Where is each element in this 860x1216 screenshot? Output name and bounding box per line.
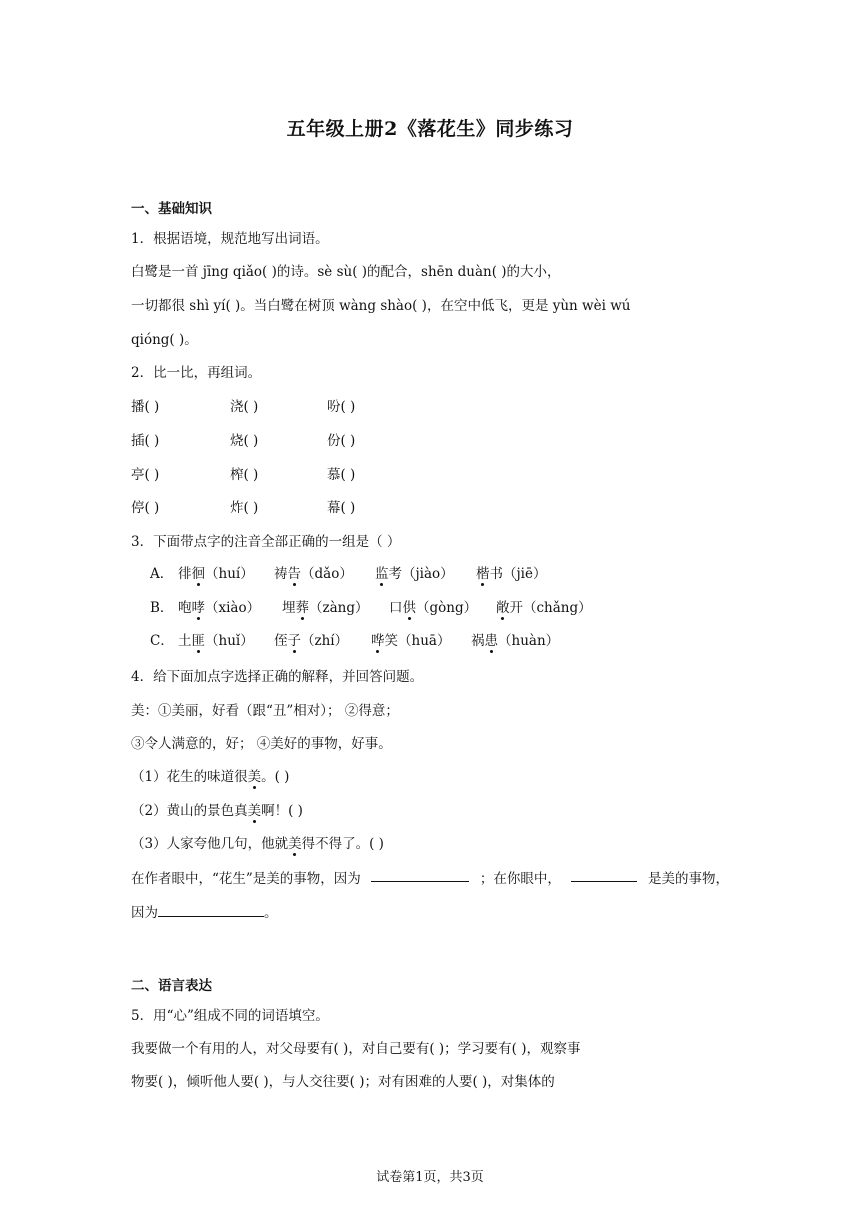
dotted-char: 敞 — [496, 596, 510, 616]
option-c-item: 哗笑（huā） — [371, 629, 450, 649]
definition-line-1: 美：①美丽，好看（跟“丑”相对）； ②得意； — [131, 703, 399, 719]
compare-cell: 烧( ) — [230, 433, 259, 449]
option-c-item: 祸患（huàn） — [471, 629, 559, 649]
question-1-stem: 1．根据语境，规范地写出词语。 — [131, 231, 329, 247]
dotted-char: 美 — [288, 832, 302, 852]
option-c-item: 土匪（huǐ） — [178, 629, 254, 649]
page-footer: 试卷第1页，共3页 — [376, 1170, 484, 1185]
option-c-label: C． — [150, 633, 174, 649]
dotted-char: 哗 — [371, 629, 385, 649]
option-a-item: 祷告（dǎo） — [274, 562, 353, 582]
sentence-2: （2）黄山的景色真美啊！( ) — [131, 799, 303, 819]
question-4-stem: 4．给下面加点字选择正确的解释，并回答问题。 — [131, 669, 424, 685]
fill-line-1: 在作者眼中，“花生”是美的事物，因为 ；在你眼中， 是美的事物， — [131, 867, 729, 887]
dotted-char: 葬 — [296, 596, 310, 616]
compare-cell: 吩( ) — [327, 399, 356, 415]
question-5-line-2: 物要( )，倾听他人要( )，与人交往要( )；对有困难的人要( )，对集体的 — [131, 1074, 555, 1090]
dotted-char: 哮 — [192, 596, 206, 616]
option-a-item: 监考（jiào） — [375, 562, 454, 582]
dotted-char: 楷 — [476, 562, 490, 582]
dotted-char: 患 — [485, 629, 499, 649]
question-2-stem: 2．比一比，再组词。 — [131, 365, 262, 381]
compare-cell: 慕( ) — [327, 467, 356, 483]
option-b-item: 口供（gòng） — [389, 596, 477, 616]
compare-cell: 炸( ) — [230, 500, 259, 516]
sentence-1: （1）花生的味道很美。( ) — [131, 765, 289, 785]
answer-blank — [571, 867, 637, 882]
question-1-line-3: qióng( )。 — [131, 332, 198, 348]
answer-blank — [158, 902, 264, 917]
question-5-line-1: 我要做一个有用的人，对父母要有( )，对自己要有( )；学习要有( )，观察事 — [131, 1041, 581, 1057]
dotted-char: 告 — [288, 562, 302, 582]
compare-cell: 插( ) — [131, 433, 160, 449]
option-c-item: 侄子（zhí） — [274, 629, 348, 649]
sentence-3: （3）人家夸他几句，他就美得不得了。( ) — [131, 832, 384, 852]
option-a-item: 徘徊（huí） — [178, 562, 254, 582]
answer-blank — [371, 867, 469, 882]
dotted-char: 美 — [248, 765, 262, 785]
dotted-char: 匪 — [192, 629, 206, 649]
compare-cell: 浇( ) — [230, 399, 259, 415]
question-3-stem: 3．下面带点字的注音全部正确的一组是（ ） — [131, 534, 401, 550]
question-1-line-1: 白鹭是一首 jīng qiǎo( )的诗。sè sù( )的配合，shēn duàn( )的大小， — [131, 264, 561, 280]
compare-cell: 榨( ) — [230, 467, 259, 483]
compare-cell: 亭( ) — [131, 467, 160, 483]
option-b-label: B． — [150, 600, 174, 616]
dotted-char: 美 — [248, 799, 262, 819]
dotted-char: 监 — [375, 562, 389, 582]
section-heading-expression: 二、语言表达 — [131, 978, 212, 994]
dotted-char: 子 — [288, 629, 302, 649]
compare-cell: 播( ) — [131, 399, 160, 415]
option-b-item: 埋葬（zàng） — [282, 596, 369, 616]
dotted-char: 供 — [403, 596, 417, 616]
option-b-item: 咆哮（xiào） — [178, 596, 260, 616]
section-heading-basics: 一、基础知识 — [131, 201, 212, 217]
option-a-label: A． — [150, 566, 174, 582]
question-5-stem: 5．用“心”组成不同的词语填空。 — [131, 1008, 329, 1024]
option-a-item: 楷书（jiē） — [476, 562, 547, 582]
dotted-char: 徊 — [192, 562, 206, 582]
question-1-line-2: 一切都很 shì yí( )。当白鹭在树顶 wàng shào( )，在空中低飞，更是 yùn wèi wú — [131, 298, 631, 314]
option-b-item: 敞开（chǎng） — [496, 596, 592, 616]
page-title: 五年级上册2《落花生》同步练习 — [286, 118, 574, 140]
compare-cell: 份( ) — [327, 433, 356, 449]
fill-line-2: 因为 。 — [131, 901, 278, 921]
compare-cell: 幕( ) — [327, 500, 356, 516]
definition-line-2: ③令人满意的，好； ④美好的事物，好事。 — [131, 736, 392, 752]
compare-cell: 停( ) — [131, 500, 160, 516]
